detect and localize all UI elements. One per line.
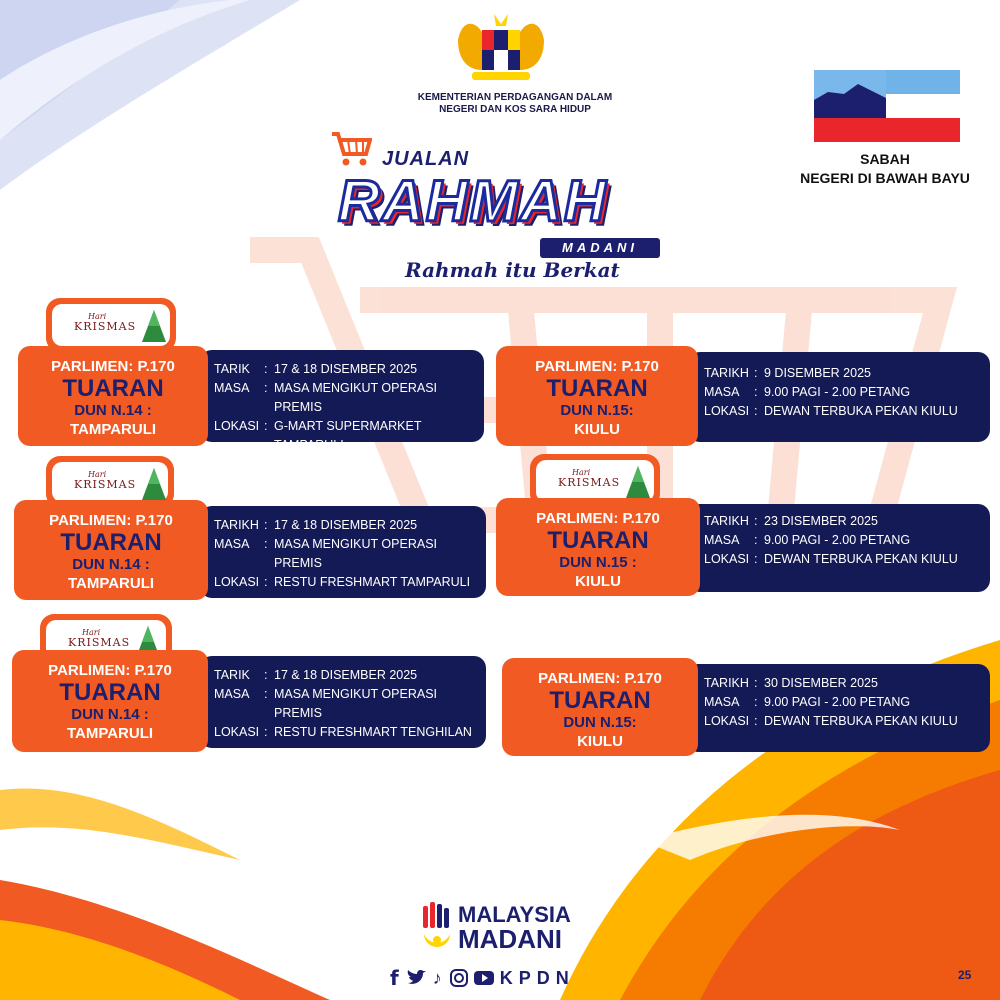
tiktok-icon[interactable]: ♪ xyxy=(432,967,444,988)
dun-label: DUN N.14 : xyxy=(71,706,149,723)
constituency-card xyxy=(502,658,698,756)
detail-key: TARIK xyxy=(214,668,250,682)
area-name: TUARAN xyxy=(546,375,648,402)
ministry-line-2: NEGERI DAN KOS SARA HIDUP xyxy=(439,104,591,115)
parlimen-label: PARLIMEN: P.170 xyxy=(535,358,659,375)
logo-madani: MADANI xyxy=(540,238,660,258)
detail-value: 9.00 PAGI - 2.00 PETANG xyxy=(764,533,911,547)
detail-value: 9 DISEMBER 2025 xyxy=(764,366,871,380)
detail-value: DEWAN TERBUKA PEKAN KIULU xyxy=(764,552,958,566)
krismas-badge-text: KRISMAS xyxy=(558,476,621,489)
area-name: TUARAN xyxy=(60,529,162,556)
detail-key: MASA xyxy=(704,385,740,399)
detail-colon: : xyxy=(754,404,758,418)
logo-rahmah: RAHMAH xyxy=(338,169,608,234)
detail-colon: : xyxy=(264,687,268,701)
parlimen-label: PARLIMEN: P.170 xyxy=(538,670,662,687)
dun-label: DUN N.15: xyxy=(560,402,634,419)
detail-key: LOKASI xyxy=(214,575,260,589)
detail-value: MASA MENGIKUT OPERASI PREMIS xyxy=(274,381,438,414)
detail-colon: : xyxy=(264,362,268,376)
logo-motto: Rahmah itu Berkat xyxy=(405,258,620,282)
detail-colon: : xyxy=(754,552,758,566)
detail-key: LOKASI xyxy=(704,404,750,418)
event-details xyxy=(686,664,990,752)
place-name: KIULU xyxy=(574,421,620,438)
detail-value: MASA MENGIKUT OPERASI PREMIS xyxy=(274,537,438,570)
detail-value: 30 DISEMBER 2025 xyxy=(764,676,878,690)
page-number: 25 xyxy=(958,968,972,982)
event-details xyxy=(688,352,990,442)
constituency-card xyxy=(14,500,208,600)
detail-value: 17 & 18 DISEMBER 2025 xyxy=(274,362,418,376)
krismas-badge-small: Hari xyxy=(88,312,107,321)
detail-key: MASA xyxy=(214,537,250,551)
event-details xyxy=(200,506,486,598)
event-details xyxy=(200,656,486,748)
place-name: TAMPARULI xyxy=(67,575,155,592)
krismas-badge-small: Hari xyxy=(572,468,591,477)
ministry-name xyxy=(400,92,630,116)
detail-key: TARIKH xyxy=(704,366,749,380)
facebook-icon[interactable]: f xyxy=(390,966,401,990)
detail-value: 17 & 18 DISEMBER 2025 xyxy=(274,668,418,682)
christmas-tree-icon xyxy=(136,466,172,504)
detail-key: LOKASI xyxy=(214,419,260,433)
constituency-card xyxy=(18,346,208,446)
detail-value: 23 DISEMBER 2025 xyxy=(764,514,878,528)
state-name xyxy=(760,150,1000,188)
madani-text: MADANI xyxy=(458,924,562,954)
krismas-badge-small: Hari xyxy=(88,470,107,479)
youtube-icon[interactable] xyxy=(474,970,494,986)
krismas-badge-text: KRISMAS xyxy=(74,478,137,491)
place-name: KIULU xyxy=(575,573,621,590)
detail-value: RESTU FRESHMART TAMPARULI xyxy=(274,575,471,589)
detail-key: LOKASI xyxy=(704,714,750,728)
detail-colon: : xyxy=(264,381,268,395)
detail-key: TARIKH xyxy=(214,518,259,532)
detail-key: MASA xyxy=(214,381,250,395)
detail-colon: : xyxy=(754,366,758,380)
detail-value: DEWAN TERBUKA PEKAN KIULU xyxy=(764,714,958,728)
krismas-badge xyxy=(46,298,176,352)
shopping-cart-icon xyxy=(330,130,372,168)
state-line-2: NEGERI DI BAWAH BAYU xyxy=(800,170,970,186)
parlimen-label: PARLIMEN: P.170 xyxy=(48,662,172,679)
detail-colon: : xyxy=(264,575,268,589)
dun-label: DUN N.15: xyxy=(563,714,637,731)
ministry-line-1: KEMENTERIAN PERDAGANGAN DALAM xyxy=(417,92,613,103)
area-name: TUARAN xyxy=(549,687,651,714)
social-links xyxy=(390,966,575,990)
constituency-card xyxy=(496,346,698,446)
detail-value: 9.00 PAGI - 2.00 PETANG xyxy=(764,385,911,399)
detail-colon: : xyxy=(754,714,758,728)
kpdn-handle: KPDN xyxy=(499,967,575,988)
logo-jualan: JUALAN xyxy=(382,148,470,170)
place-name: KIULU xyxy=(577,733,623,750)
detail-colon: : xyxy=(264,725,268,739)
detail-key: MASA xyxy=(214,687,250,701)
detail-value: DEWAN TERBUKA PEKAN KIULU xyxy=(764,404,958,418)
detail-value: 9.00 PAGI - 2.00 PETANG xyxy=(764,695,911,709)
christmas-tree-icon xyxy=(620,464,656,502)
krismas-badge-small: Hari xyxy=(82,628,101,637)
dun-label: DUN N.14 : xyxy=(74,402,152,419)
event-details xyxy=(688,504,990,592)
detail-value: MASA MENGIKUT OPERASI PREMIS xyxy=(274,687,438,720)
parlimen-label: PARLIMEN: P.170 xyxy=(49,512,173,529)
krismas-badge-text: KRISMAS xyxy=(74,320,137,333)
detail-key: MASA xyxy=(704,695,740,709)
malaysia-madani-logo-icon xyxy=(420,900,454,956)
area-name: TUARAN xyxy=(62,375,164,402)
malaysia-text: MALAYSIA xyxy=(458,902,571,927)
detail-key: TARIKH xyxy=(704,514,749,528)
detail-value: RESTU FRESHMART TENGHILAN xyxy=(274,725,472,739)
sabah-flag-icon xyxy=(814,70,960,142)
malaysia-madani-text xyxy=(458,904,571,952)
detail-colon: : xyxy=(264,537,268,551)
detail-key: MASA xyxy=(704,533,740,547)
detail-value: G-MART SUPERMARKET TAMPARULI xyxy=(274,419,422,452)
detail-colon: : xyxy=(264,668,268,682)
event-details xyxy=(200,350,484,452)
twitter-icon[interactable] xyxy=(407,969,427,987)
detail-colon: : xyxy=(264,518,268,532)
dun-label: DUN N.14 : xyxy=(72,556,150,573)
parlimen-label: PARLIMEN: P.170 xyxy=(51,358,175,375)
detail-colon: : xyxy=(754,695,758,709)
constituency-card xyxy=(496,498,700,596)
place-name: TAMPARULI xyxy=(69,421,157,438)
detail-colon: : xyxy=(754,514,758,528)
detail-value: 17 & 18 DISEMBER 2025 xyxy=(274,518,418,532)
detail-colon: : xyxy=(754,533,758,547)
area-name: TUARAN xyxy=(59,679,161,706)
area-name: TUARAN xyxy=(547,527,649,554)
constituency-card xyxy=(12,650,208,752)
detail-key: TARIK xyxy=(214,362,250,376)
detail-key: TARIKH xyxy=(704,676,749,690)
detail-colon: : xyxy=(754,385,758,399)
coat-of-arms-icon xyxy=(448,10,554,88)
detail-key: LOKASI xyxy=(214,725,260,739)
detail-colon: : xyxy=(264,419,268,433)
place-name: TAMPARULI xyxy=(66,725,154,742)
detail-colon: : xyxy=(754,676,758,690)
dun-label: DUN N.15 : xyxy=(559,554,637,571)
state-line-1: SABAH xyxy=(860,151,910,167)
instagram-icon[interactable] xyxy=(450,969,468,987)
christmas-tree-icon xyxy=(136,308,172,346)
krismas-badge-text: KRISMAS xyxy=(68,636,131,649)
parlimen-label: PARLIMEN: P.170 xyxy=(536,510,660,527)
detail-key: LOKASI xyxy=(704,552,750,566)
